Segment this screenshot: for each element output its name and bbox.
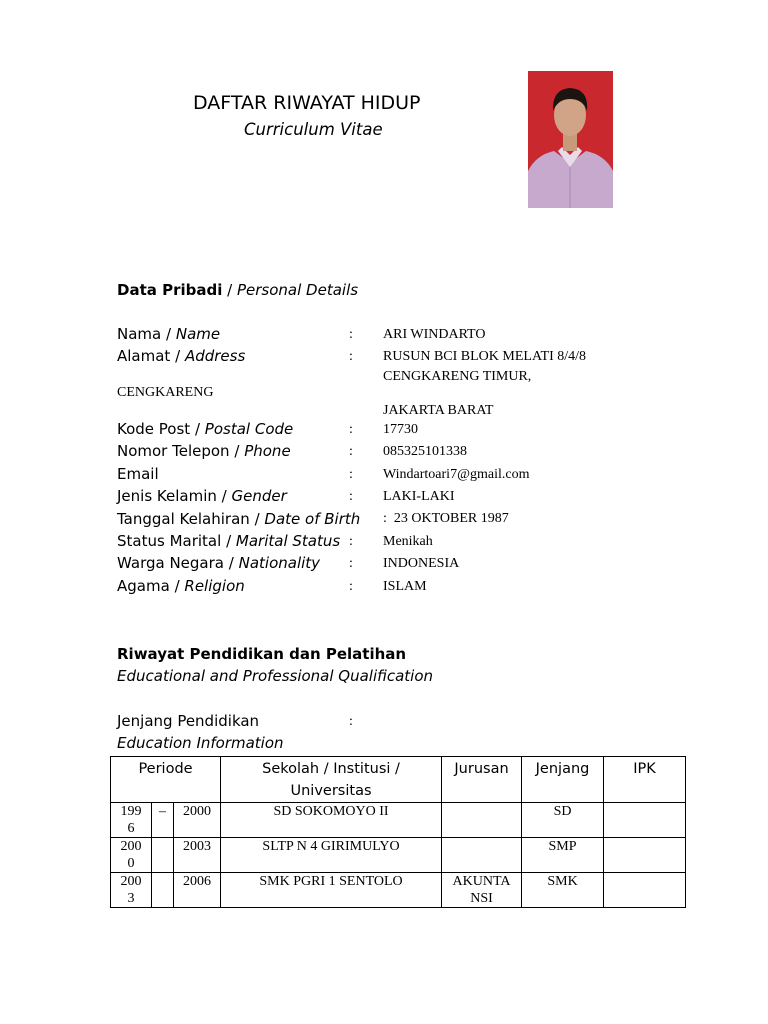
row-end-year: 2000 bbox=[174, 803, 221, 838]
row-start-year bbox=[111, 873, 152, 908]
religion-label-sep: / bbox=[174, 577, 180, 595]
row-gpa bbox=[604, 873, 686, 908]
start-year-part-2: 3 bbox=[127, 891, 135, 906]
name-value: ARI WINDARTO bbox=[383, 327, 486, 342]
postal-label-en: Postal Code bbox=[204, 420, 294, 438]
phone-label-id: Nomor Telepon bbox=[117, 442, 230, 460]
row-level: SD bbox=[522, 803, 604, 838]
row-start-year bbox=[111, 803, 152, 838]
education-info-label: Education Information bbox=[117, 734, 284, 752]
religion-colon: : bbox=[349, 579, 353, 594]
personal-heading-sep: / bbox=[227, 281, 233, 299]
education-heading-en: Educational and Professional Qualification bbox=[117, 667, 434, 685]
row-dash bbox=[152, 873, 174, 908]
marital-label-sep: / bbox=[226, 532, 232, 550]
postal-label-id: Kode Post bbox=[117, 420, 191, 438]
marital-label bbox=[117, 532, 340, 550]
nationality-label-en: Nationality bbox=[238, 554, 321, 572]
nationality-value: INDONESIA bbox=[383, 556, 460, 571]
header-major: Jurusan bbox=[442, 757, 522, 803]
address-label-sep: / bbox=[175, 347, 181, 365]
postal-colon: : bbox=[349, 422, 353, 437]
row-dash bbox=[152, 838, 174, 873]
religion-label-id: Agama bbox=[117, 577, 170, 595]
address-label-id: Alamat bbox=[117, 347, 171, 365]
nationality-colon: : bbox=[349, 556, 353, 571]
major-part-1: AKUNTA bbox=[452, 874, 511, 889]
education-level-label: Jenjang Pendidikan bbox=[117, 712, 260, 730]
religion-label bbox=[117, 577, 245, 595]
gender-label-id: Jenis Kelamin bbox=[117, 487, 217, 505]
row-major bbox=[442, 803, 522, 838]
religion-label-en: Religion bbox=[184, 577, 245, 595]
start-year-part-2: 6 bbox=[127, 821, 135, 836]
dob-label-en: Date of Birth bbox=[264, 510, 361, 528]
name-colon: : bbox=[349, 327, 353, 342]
header-school bbox=[221, 757, 442, 803]
row-gpa bbox=[604, 838, 686, 873]
nationality-label-sep: / bbox=[228, 554, 234, 572]
phone-value: 085325101338 bbox=[383, 444, 467, 459]
marital-value: Menikah bbox=[383, 534, 433, 549]
table-row bbox=[111, 838, 686, 873]
major-part-2: NSI bbox=[470, 891, 493, 906]
address-label-en: Address bbox=[184, 347, 246, 365]
header-gpa: IPK bbox=[604, 757, 686, 803]
start-year-part-1: 199 bbox=[120, 804, 142, 819]
table-row bbox=[111, 803, 686, 838]
postal-label bbox=[117, 420, 293, 438]
header-school-line-1: Sekolah / Institusi / bbox=[262, 761, 400, 777]
row-gpa bbox=[604, 803, 686, 838]
table-row bbox=[111, 873, 686, 908]
name-label-sep: / bbox=[166, 325, 172, 343]
dob-label-sep: / bbox=[254, 510, 260, 528]
start-year-part-1: 200 bbox=[120, 839, 142, 854]
address-label bbox=[117, 347, 245, 365]
address-line-2: CENGKARENG TIMUR, bbox=[383, 369, 532, 384]
gender-label-en: Gender bbox=[231, 487, 287, 505]
personal-details-heading bbox=[117, 281, 358, 299]
personal-heading-id: Data Pribadi bbox=[117, 281, 223, 299]
phone-label-en: Phone bbox=[244, 442, 291, 460]
education-table bbox=[110, 756, 686, 908]
start-year-part-2: 0 bbox=[127, 856, 135, 871]
dob-label bbox=[117, 510, 360, 528]
row-school: SD SOKOMOYO II bbox=[221, 803, 442, 838]
row-end-year: 2006 bbox=[174, 873, 221, 908]
nationality-label-id: Warga Negara bbox=[117, 554, 224, 572]
row-end-year: 2003 bbox=[174, 838, 221, 873]
document-subtitle: Curriculum Vitae bbox=[244, 120, 383, 139]
postal-label-sep: / bbox=[194, 420, 201, 438]
name-label-en: Name bbox=[175, 325, 221, 343]
marital-colon: : bbox=[349, 534, 353, 549]
row-start-year bbox=[111, 838, 152, 873]
marital-label-en: Marital Status bbox=[235, 532, 341, 550]
gender-label bbox=[117, 487, 287, 505]
phone-colon: : bbox=[349, 444, 353, 459]
row-school: SLTP N 4 GIRIMULYO bbox=[221, 838, 442, 873]
personal-heading-en: Personal Details bbox=[236, 281, 359, 299]
row-school: SMK PGRI 1 SENTOLO bbox=[221, 873, 442, 908]
row-major bbox=[442, 838, 522, 873]
header-school-line-2: Universitas bbox=[290, 783, 372, 799]
marital-label-id: Status Marital bbox=[117, 532, 222, 550]
address-line-3: JAKARTA BARAT bbox=[383, 403, 494, 418]
gender-label-sep: / bbox=[221, 487, 227, 505]
document-title: DAFTAR RIWAYAT HIDUP bbox=[193, 92, 421, 114]
phone-label-sep: / bbox=[234, 442, 240, 460]
gender-colon: : bbox=[349, 489, 353, 504]
profile-photo bbox=[528, 71, 613, 208]
row-major bbox=[442, 873, 522, 908]
postal-value: 17730 bbox=[383, 422, 418, 437]
nationality-label bbox=[117, 554, 320, 572]
education-level-colon: : bbox=[349, 714, 353, 729]
table-header-row bbox=[111, 757, 686, 803]
header-level: Jenjang bbox=[522, 757, 604, 803]
gender-value: LAKI-LAKI bbox=[383, 489, 455, 504]
address-overflow: CENGKARENG bbox=[117, 385, 214, 400]
religion-value: ISLAM bbox=[383, 579, 427, 594]
dob-label-id: Tanggal Kelahiran bbox=[117, 510, 250, 528]
email-label: Email bbox=[117, 465, 159, 483]
name-label bbox=[117, 325, 220, 343]
email-colon: : bbox=[349, 467, 353, 482]
row-level: SMK bbox=[522, 873, 604, 908]
address-line-1: RUSUN BCI BLOK MELATI 8/4/8 bbox=[383, 349, 587, 364]
dob-value: : 23 OKTOBER 1987 bbox=[383, 511, 509, 526]
address-colon: : bbox=[349, 349, 353, 364]
name-label-id: Nama bbox=[117, 325, 162, 343]
email-value: Windartoari7@gmail.com bbox=[383, 467, 530, 482]
row-level: SMP bbox=[522, 838, 604, 873]
row-dash: – bbox=[152, 803, 174, 838]
phone-label bbox=[117, 442, 291, 460]
header-periode: Periode bbox=[111, 757, 221, 803]
start-year-part-1: 200 bbox=[120, 874, 142, 889]
education-heading: Riwayat Pendidikan dan Pelatihan bbox=[117, 645, 407, 663]
